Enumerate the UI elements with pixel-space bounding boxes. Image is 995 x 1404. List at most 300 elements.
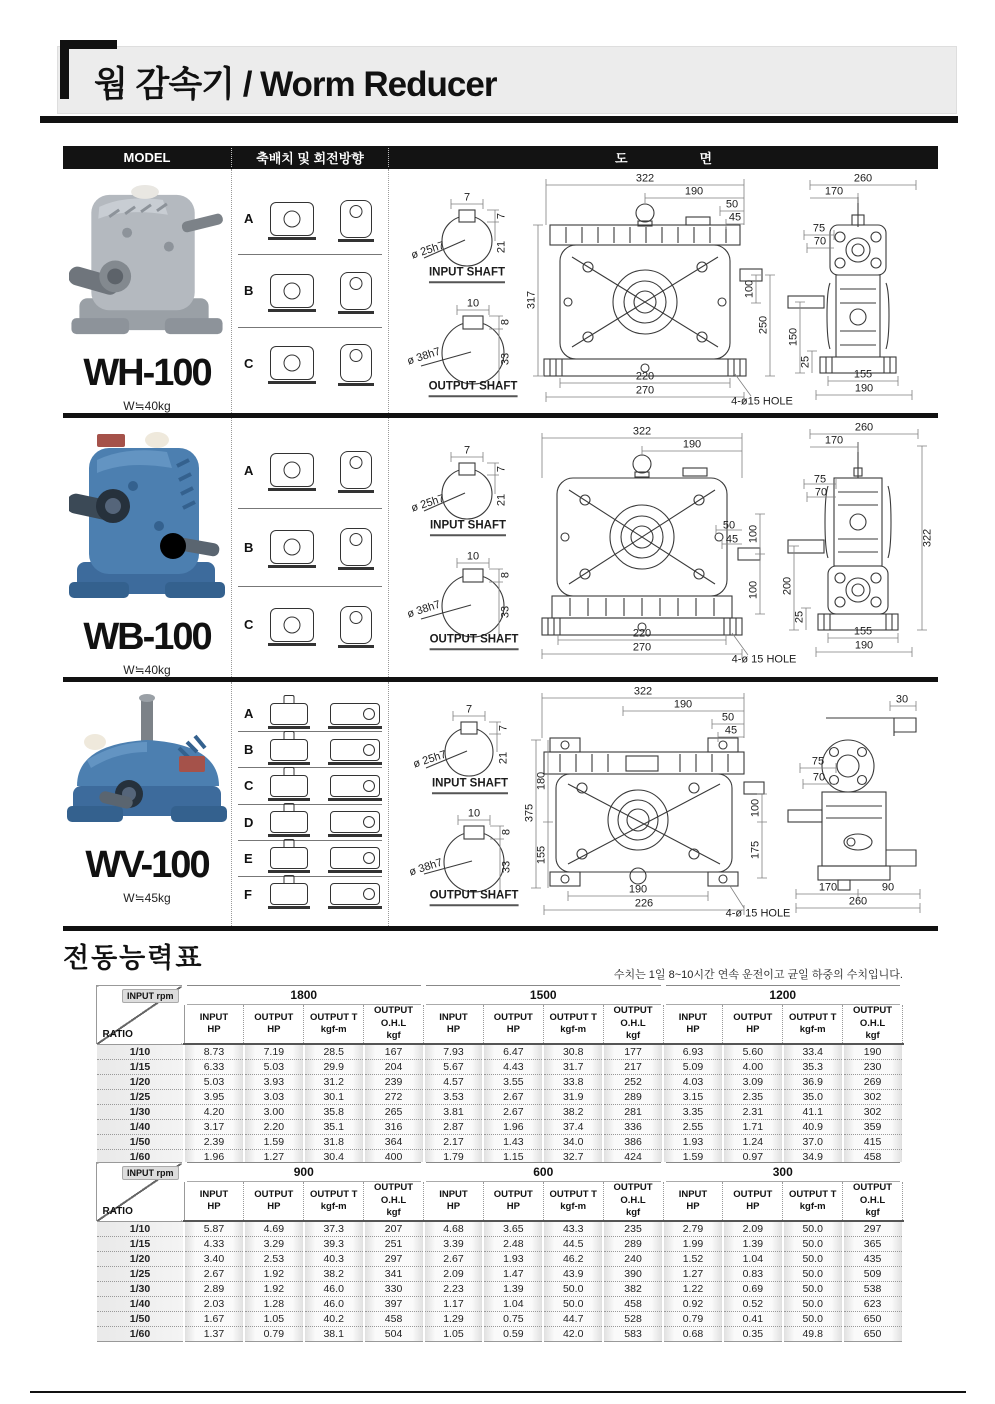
value-cell: 3.95 (184, 1090, 244, 1105)
column-header: OUTPUT O.H.L kgf (603, 1182, 663, 1222)
gearbox-front-view-icon (270, 739, 308, 761)
value-cell: 5.03 (244, 1060, 304, 1075)
ratio-label: RATIO (102, 1205, 133, 1217)
value-cell: 1.22 (663, 1282, 723, 1297)
value-cell: 49.8 (783, 1327, 843, 1342)
value-cell: 289 (603, 1090, 663, 1105)
ratio-cell: 1/10 (96, 1221, 184, 1237)
hole-note: 4-ø15 HOLE (731, 395, 793, 408)
value-cell: 239 (364, 1075, 424, 1090)
dimension-label: 322 (632, 425, 652, 438)
value-cell: 415 (843, 1135, 903, 1150)
value-cell: 46.2 (543, 1252, 603, 1267)
value-cell: 1.71 (723, 1120, 783, 1135)
ratio-rpm-corner-cell (96, 986, 184, 1045)
arrangement-option-C (238, 328, 382, 399)
arrangement-column-wv100 (231, 682, 389, 926)
dimension-label: 7 (463, 444, 471, 457)
model-name: WV-100 (85, 844, 209, 886)
shaft-label: OUTPUT SHAFT (430, 890, 519, 906)
value-cell: 650 (843, 1312, 903, 1327)
capacity-note: 수치는 1일 8~10시간 연속 운전이고 균일 하중의 수치입니다. (613, 969, 903, 981)
header-divider (40, 116, 958, 123)
value-cell: 400 (364, 1150, 424, 1165)
rpm-group-row (96, 986, 903, 1005)
dimension-label: 70 (813, 235, 827, 248)
value-cell: 289 (603, 1237, 663, 1252)
value-cell: 1.27 (663, 1267, 723, 1282)
value-cell: 4.20 (184, 1105, 244, 1120)
drawing-wh100 (390, 169, 938, 413)
value-cell: 1.27 (244, 1150, 304, 1165)
gearbox-side-view-icon (340, 528, 372, 566)
dimension-label: 322 (635, 172, 655, 185)
value-cell: 2.39 (184, 1135, 244, 1150)
dimension-label: 190 (673, 698, 693, 711)
value-cell: 316 (364, 1120, 424, 1135)
value-cell: 2.31 (723, 1105, 783, 1120)
dimension-label: ø 38h7 (407, 856, 444, 879)
value-cell: 3.55 (483, 1075, 543, 1090)
ratio-cell: 1/20 (96, 1075, 184, 1090)
model-row-wb100 (63, 418, 938, 677)
model-photo-column (63, 418, 231, 677)
ratio-cell: 1/25 (96, 1090, 184, 1105)
value-cell: 0.83 (723, 1267, 783, 1282)
value-cell: 0.75 (483, 1312, 543, 1327)
dimension-label: 250 (757, 315, 770, 335)
catalog-header-bar (63, 146, 938, 169)
rpm-group-header: 1800 (184, 986, 424, 1005)
column-header-row (96, 1005, 903, 1045)
arrangement-letter: F (244, 886, 252, 902)
value-cell: 204 (364, 1060, 424, 1075)
dimension-label: 170 (824, 185, 844, 198)
arrangement-column-wh100 (231, 169, 389, 413)
drawing-header-right: 면 (699, 151, 713, 166)
capacity-row (96, 1312, 903, 1327)
dimension-label: 190 (684, 185, 704, 198)
capacity-row (96, 1044, 903, 1060)
capacity-row (96, 1135, 903, 1150)
value-cell: 509 (843, 1267, 903, 1282)
dimension-label: 190 (682, 438, 702, 451)
dimension-label: 50 (722, 519, 736, 532)
gearbox-front-view-icon (270, 883, 308, 905)
value-cell: 35.8 (304, 1105, 364, 1120)
value-cell: 1.92 (244, 1282, 304, 1297)
value-cell: 2.20 (244, 1120, 304, 1135)
capacity-row (96, 1075, 903, 1090)
dimension-label: 75 (811, 755, 825, 768)
value-cell: 36.9 (783, 1075, 843, 1090)
arrangement-option-B (238, 732, 382, 768)
value-cell: 623 (843, 1297, 903, 1312)
gearbox-side-view-icon (330, 847, 380, 869)
value-cell: 3.00 (244, 1105, 304, 1120)
value-cell: 2.53 (244, 1252, 304, 1267)
value-cell: 7.19 (244, 1044, 304, 1060)
gearbox-side-view-icon (340, 344, 372, 382)
ratio-cell: 1/40 (96, 1120, 184, 1135)
dimension-label: 155 (853, 625, 873, 638)
drawing-wv100 (390, 682, 938, 926)
column-header: OUTPUT HP (723, 1005, 783, 1045)
value-cell: 1.59 (244, 1135, 304, 1150)
column-header-drawing (389, 148, 938, 167)
value-cell: 2.23 (424, 1282, 484, 1297)
value-cell: 50.0 (543, 1297, 603, 1312)
value-cell: 37.3 (304, 1221, 364, 1237)
rpm-group-header: 600 (424, 1163, 664, 1182)
dimension-label: 45 (724, 724, 738, 737)
ratio-cell: 1/25 (96, 1267, 184, 1282)
value-cell: 2.03 (184, 1297, 244, 1312)
value-cell: 252 (603, 1075, 663, 1090)
value-cell: 528 (603, 1312, 663, 1327)
value-cell: 4.68 (424, 1221, 484, 1237)
capacity-row (96, 1252, 903, 1267)
column-header: OUTPUT T kgf-m (783, 1005, 843, 1045)
value-cell: 50.0 (783, 1312, 843, 1327)
value-cell: 40.3 (304, 1252, 364, 1267)
value-cell: 50.0 (543, 1282, 603, 1297)
value-cell: 3.03 (244, 1090, 304, 1105)
value-cell: 4.00 (723, 1060, 783, 1075)
value-cell: 46.0 (304, 1282, 364, 1297)
value-cell: 0.59 (483, 1327, 543, 1342)
dimension-label: 190 (854, 639, 874, 652)
dimension-label: 175 (749, 840, 762, 860)
value-cell: 269 (843, 1075, 903, 1090)
model-photo-column (63, 169, 231, 413)
column-header-row (96, 1182, 903, 1222)
ratio-cell: 1/15 (96, 1237, 184, 1252)
arrangement-option-C (238, 768, 382, 804)
shaft-label: OUTPUT SHAFT (429, 381, 518, 397)
value-cell: 217 (603, 1060, 663, 1075)
arrangement-letter: C (244, 778, 254, 794)
value-cell: 0.92 (663, 1297, 723, 1312)
gearbox-side-view-icon (330, 775, 380, 797)
dimension-label: 270 (635, 384, 655, 397)
ratio-label: RATIO (102, 1028, 133, 1040)
dimension-label: 200 (781, 576, 794, 596)
product-photo-wb100 (69, 426, 225, 612)
value-cell: 33.8 (543, 1075, 603, 1090)
dimension-label: 220 (632, 627, 652, 640)
value-cell: 1.05 (244, 1312, 304, 1327)
value-cell: 31.7 (543, 1060, 603, 1075)
value-cell: 2.09 (424, 1267, 484, 1282)
dimension-label: 100 (749, 798, 762, 818)
value-cell: 2.67 (483, 1090, 543, 1105)
dimension-label: 33 (499, 605, 512, 619)
value-cell: 4.03 (663, 1075, 723, 1090)
arrangement-option-D (238, 805, 382, 841)
capacity-table-body (96, 1221, 903, 1342)
value-cell: 0.79 (244, 1327, 304, 1342)
value-cell: 3.17 (184, 1120, 244, 1135)
column-header: OUTPUT HP (483, 1005, 543, 1045)
column-header: OUTPUT T kgf-m (304, 1005, 364, 1045)
column-header: OUTPUT O.H.L kgf (364, 1005, 424, 1045)
value-cell: 44.5 (543, 1237, 603, 1252)
arrangement-letter: E (244, 850, 253, 866)
dimension-label: 90 (881, 881, 895, 894)
column-header: OUTPUT O.H.L kgf (843, 1005, 903, 1045)
column-header: OUTPUT HP (244, 1005, 304, 1045)
dimension-label: 21 (495, 240, 508, 254)
dimension-label: ø 25h7 (409, 492, 446, 515)
value-cell: 583 (603, 1327, 663, 1342)
dimension-label: 100 (747, 524, 760, 544)
dimension-label: 7 (495, 212, 508, 220)
dimension-label: 155 (853, 368, 873, 381)
value-cell: 1.79 (424, 1150, 484, 1165)
capacity-row (96, 1282, 903, 1297)
dimension-label: 30 (895, 693, 909, 706)
ratio-cell: 1/30 (96, 1282, 184, 1297)
gearbox-front-view-icon (270, 274, 314, 308)
model-row-wv100 (63, 682, 938, 926)
dimension-label: 180 (535, 771, 548, 791)
value-cell: 37.0 (783, 1135, 843, 1150)
dimension-label: 33 (500, 860, 513, 874)
value-cell: 8.73 (184, 1044, 244, 1060)
value-cell: 38.1 (304, 1327, 364, 1342)
value-cell: 1.93 (483, 1252, 543, 1267)
column-header: OUTPUT T kgf-m (304, 1182, 364, 1222)
value-cell: 0.79 (663, 1312, 723, 1327)
shaft-label: OUTPUT SHAFT (430, 634, 519, 650)
model-row-wh100 (63, 169, 938, 413)
column-header: OUTPUT O.H.L kgf (603, 1005, 663, 1045)
column-header: INPUT HP (184, 1182, 244, 1222)
column-header: OUTPUT T kgf-m (543, 1005, 603, 1045)
column-header-arrangement: 축배치 및 회전방향 (231, 148, 389, 167)
value-cell: 6.93 (663, 1044, 723, 1060)
value-cell: 265 (364, 1105, 424, 1120)
gearbox-side-view-icon (330, 739, 380, 761)
value-cell: 397 (364, 1297, 424, 1312)
gearbox-front-view-icon (270, 453, 314, 487)
dimension-label: 33 (499, 352, 512, 366)
value-cell: 1.04 (723, 1252, 783, 1267)
value-cell: 50.0 (783, 1221, 843, 1237)
input-rpm-label: INPUT rpm (122, 989, 179, 1003)
dimension-label: ø 25h7 (411, 748, 448, 771)
dimension-label: 150 (787, 327, 800, 347)
value-cell: 50.0 (783, 1267, 843, 1282)
value-cell: 44.7 (543, 1312, 603, 1327)
shaft-label: INPUT SHAFT (432, 778, 508, 794)
value-cell: 28.5 (304, 1044, 364, 1060)
value-cell: 3.09 (723, 1075, 783, 1090)
value-cell: 1.05 (424, 1327, 484, 1342)
dimension-label: 170 (818, 881, 838, 894)
gearbox-front-view-icon (270, 811, 308, 833)
value-cell: 34.9 (783, 1150, 843, 1165)
value-cell: 3.40 (184, 1252, 244, 1267)
dimension-label: 50 (721, 711, 735, 724)
ratio-cell: 1/60 (96, 1150, 184, 1165)
value-cell: 365 (843, 1237, 903, 1252)
value-cell: 40.2 (304, 1312, 364, 1327)
value-cell: 4.33 (184, 1237, 244, 1252)
dimension-label: 75 (812, 222, 826, 235)
arrangement-column-wb100 (231, 418, 389, 677)
model-name: WH-100 (83, 352, 211, 394)
dimension-label: 260 (854, 421, 874, 434)
value-cell: 4.57 (424, 1075, 484, 1090)
value-cell: 6.33 (184, 1060, 244, 1075)
column-header: INPUT HP (424, 1005, 484, 1045)
value-cell: 2.48 (483, 1237, 543, 1252)
value-cell: 190 (843, 1044, 903, 1060)
gearbox-front-view-icon (270, 346, 314, 380)
model-weight: W≒45kg (123, 891, 171, 905)
value-cell: 1.24 (723, 1135, 783, 1150)
value-cell: 1.43 (483, 1135, 543, 1150)
arrangement-option-B (238, 509, 382, 586)
row-divider (63, 926, 938, 931)
value-cell: 50.0 (783, 1297, 843, 1312)
value-cell: 41.1 (783, 1105, 843, 1120)
column-header: OUTPUT HP (483, 1182, 543, 1222)
value-cell: 424 (603, 1150, 663, 1165)
value-cell: 5.67 (424, 1060, 484, 1075)
value-cell: 3.65 (483, 1221, 543, 1237)
model-photo-column (63, 682, 231, 926)
dimension-label: 322 (633, 685, 653, 698)
value-cell: 43.3 (543, 1221, 603, 1237)
column-header: INPUT HP (663, 1182, 723, 1222)
dimension-label: 8 (499, 571, 512, 579)
value-cell: 31.8 (304, 1135, 364, 1150)
value-cell: 5.09 (663, 1060, 723, 1075)
value-cell: 5.60 (723, 1044, 783, 1060)
value-cell: 1.47 (483, 1267, 543, 1282)
dimension-label: 8 (500, 828, 513, 836)
gearbox-side-view-icon (340, 451, 372, 489)
dimension-label: 45 (725, 533, 739, 546)
value-cell: 341 (364, 1267, 424, 1282)
dimension-label: 50 (725, 198, 739, 211)
capacity-table-low-rpm (95, 1162, 905, 1342)
model-weight: W≒40kg (123, 663, 171, 677)
dimension-label: 10 (466, 297, 480, 310)
value-cell: 0.97 (723, 1150, 783, 1165)
value-cell: 235 (603, 1221, 663, 1237)
value-cell: 4.69 (244, 1221, 304, 1237)
arrangement-letter: B (244, 539, 254, 555)
rpm-group-header: 300 (663, 1163, 903, 1182)
value-cell: 364 (364, 1135, 424, 1150)
rpm-group-header: 900 (184, 1163, 424, 1182)
value-cell: 30.8 (543, 1044, 603, 1060)
value-cell: 0.52 (723, 1297, 783, 1312)
ratio-cell: 1/50 (96, 1135, 184, 1150)
value-cell: 1.96 (483, 1120, 543, 1135)
arrangement-option-C (238, 587, 382, 663)
dimension-label: 100 (747, 580, 760, 600)
value-cell: 3.81 (424, 1105, 484, 1120)
model-weight: W≒40kg (123, 399, 171, 413)
arrangement-letter: C (244, 355, 254, 371)
dimension-label: 25 (799, 355, 812, 369)
capacity-table-body (96, 1044, 903, 1165)
value-cell: 0.41 (723, 1312, 783, 1327)
value-cell: 1.99 (663, 1237, 723, 1252)
value-cell: 272 (364, 1090, 424, 1105)
capacity-row (96, 1327, 903, 1342)
gearbox-front-view-icon (270, 775, 308, 797)
gearbox-front-view-icon (270, 847, 308, 869)
arrangement-option-B (238, 255, 382, 327)
rpm-group-header: 1500 (424, 986, 664, 1005)
dimension-label: ø 38h7 (405, 345, 442, 368)
value-cell: 46.0 (304, 1297, 364, 1312)
dimension-label: 8 (499, 318, 512, 326)
ratio-cell: 1/15 (96, 1060, 184, 1075)
value-cell: 3.15 (663, 1090, 723, 1105)
ratio-cell: 1/20 (96, 1252, 184, 1267)
value-cell: 3.93 (244, 1075, 304, 1090)
capacity-row (96, 1060, 903, 1075)
dimension-label: 10 (467, 807, 481, 820)
value-cell: 1.52 (663, 1252, 723, 1267)
value-cell: 33.4 (783, 1044, 843, 1060)
column-header: OUTPUT O.H.L kgf (843, 1182, 903, 1222)
rpm-group-row (96, 1163, 903, 1182)
arrangement-letter: C (244, 617, 254, 633)
arrangement-option-E (238, 841, 382, 877)
dimension-label: ø 25h7 (409, 239, 446, 262)
gearbox-side-view-icon (340, 200, 372, 238)
value-cell: 43.9 (543, 1267, 603, 1282)
value-cell: 2.67 (483, 1105, 543, 1120)
value-cell: 382 (603, 1282, 663, 1297)
value-cell: 3.29 (244, 1237, 304, 1252)
value-cell: 2.89 (184, 1282, 244, 1297)
value-cell: 0.69 (723, 1282, 783, 1297)
value-cell: 0.68 (663, 1327, 723, 1342)
gearbox-side-view-icon (340, 606, 372, 644)
dimension-label: 10 (466, 550, 480, 563)
dimension-label: 220 (635, 370, 655, 383)
value-cell: 504 (364, 1327, 424, 1342)
dimension-label: 155 (535, 845, 548, 865)
dimension-label: 226 (634, 897, 654, 910)
dimension-label: 21 (495, 493, 508, 507)
dimension-label: 21 (497, 751, 510, 765)
value-cell: 30.1 (304, 1090, 364, 1105)
ratio-rpm-corner-cell (96, 1163, 184, 1222)
capacity-table-high-rpm (95, 985, 905, 1165)
dimension-label: 7 (495, 465, 508, 473)
column-header: INPUT HP (424, 1182, 484, 1222)
value-cell: 1.28 (244, 1297, 304, 1312)
dimension-label: 322 (921, 528, 934, 548)
dimension-label: 7 (465, 703, 473, 716)
value-cell: 251 (364, 1237, 424, 1252)
value-cell: 538 (843, 1282, 903, 1297)
capacity-row (96, 1237, 903, 1252)
value-cell: 1.92 (244, 1267, 304, 1282)
rpm-group-header: 1200 (663, 986, 903, 1005)
value-cell: 386 (603, 1135, 663, 1150)
